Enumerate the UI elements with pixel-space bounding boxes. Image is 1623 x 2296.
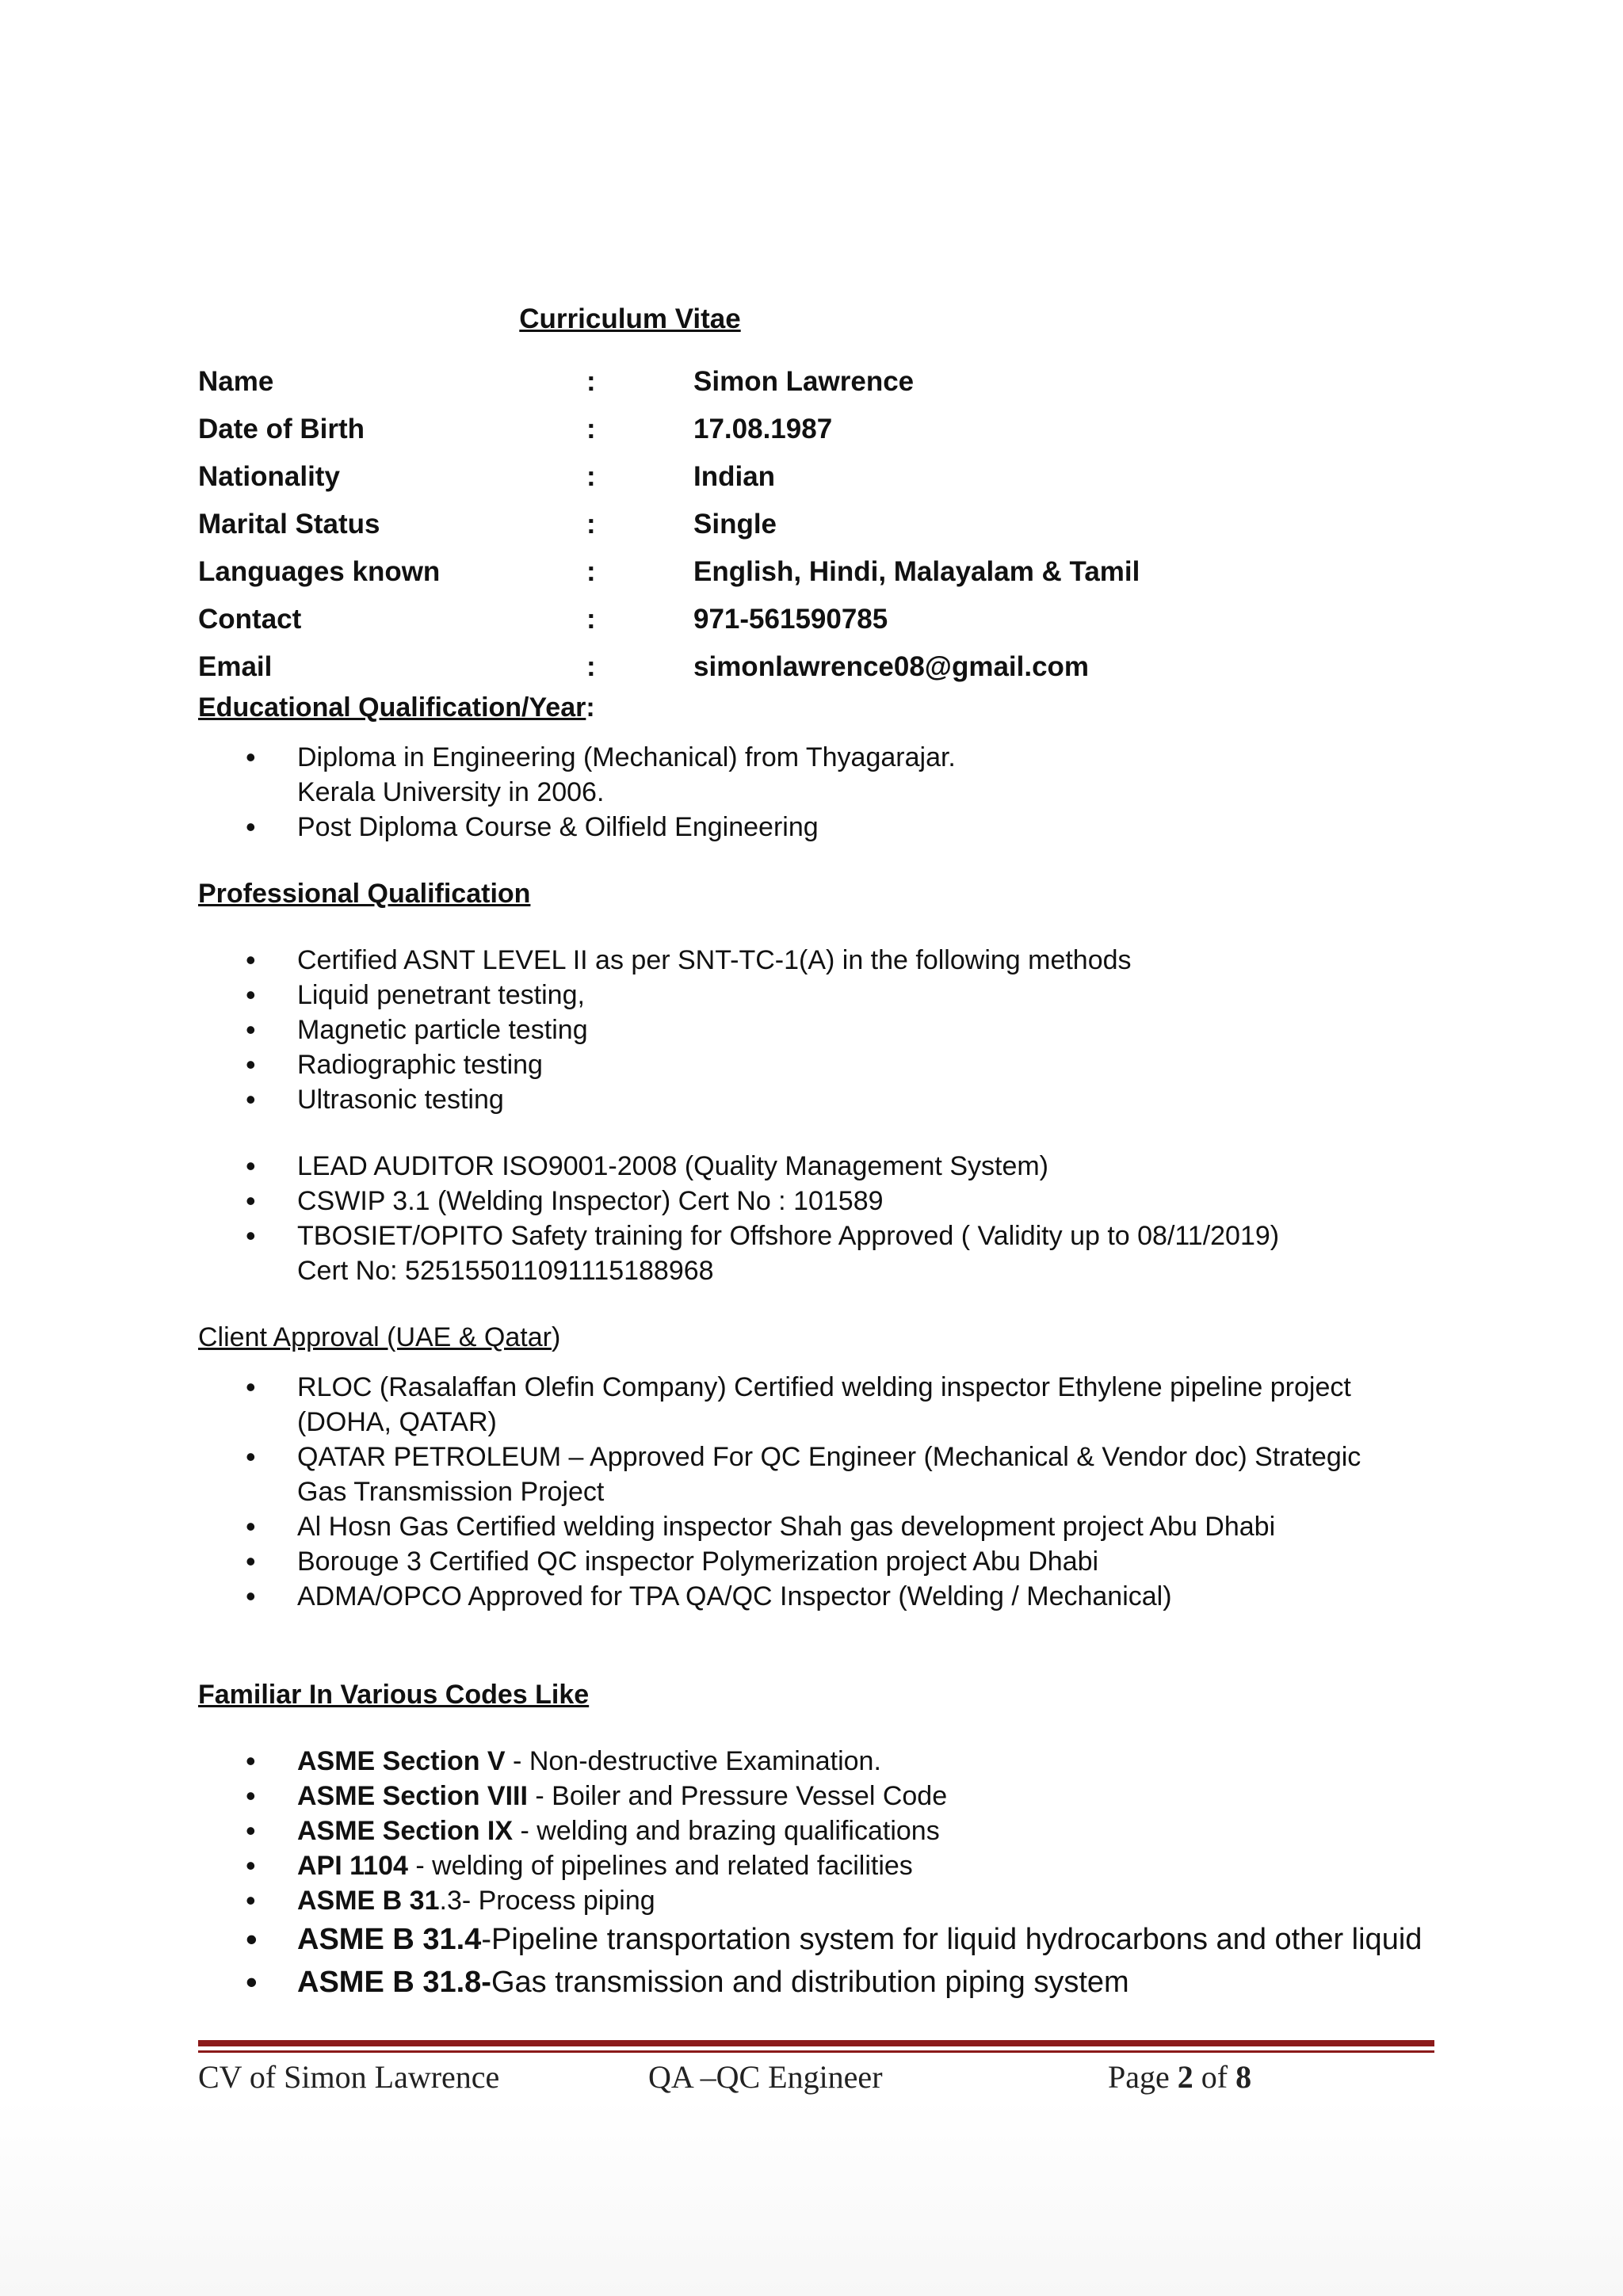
info-value: Single xyxy=(693,508,777,540)
document-title: Curriculum Vitae xyxy=(519,303,741,334)
codes-list xyxy=(198,1744,1434,1918)
list-item xyxy=(198,1883,1434,1918)
info-value: Indian xyxy=(693,460,776,492)
code-description: - welding of pipelines and related facilities xyxy=(407,1851,913,1881)
client-approval-list xyxy=(198,1370,1434,1614)
list-item: • Radiographic testing xyxy=(198,1047,1434,1082)
info-row-languages xyxy=(198,547,1140,595)
code-name: ASME B 31.8- xyxy=(297,1966,491,1999)
education-heading-colon: : xyxy=(586,692,595,723)
list-item-line: (DOHA, QATAR) xyxy=(297,1407,497,1437)
code-description: - Non-destructive Examination. xyxy=(505,1746,881,1776)
list-item: • Certified ASNT LEVEL II as per SNT-TC-1(A) in the following methods xyxy=(198,943,1434,978)
list-item: • Liquid penetrant testing, xyxy=(198,978,1434,1013)
client-approval-heading xyxy=(198,1320,1434,1356)
list-item: • Magnetic particle testing xyxy=(198,1013,1434,1047)
list-item-line: • CSWIP 3.1 (Welding Inspector) Cert No : 101589 xyxy=(297,1186,884,1216)
code-description: Gas transmission and distribution piping system xyxy=(491,1966,1129,1999)
code-description: .3- Process piping xyxy=(439,1886,655,1916)
client-approval-heading-text: Client Approval (UAE & Qatar xyxy=(198,1322,552,1352)
list-item-line: • TBOSIET/OPITO Safety training for Offshore Approved ( Validity up to 08/11/2019) xyxy=(297,1221,1280,1251)
info-label: Contact xyxy=(198,603,302,635)
info-colon: : xyxy=(586,555,596,587)
info-colon: : xyxy=(586,508,596,540)
list-item-line: Cert No: 525155011091115188968 xyxy=(297,1256,714,1286)
page-current: 2 xyxy=(1177,2059,1193,2095)
list-item-line: • ADMA/OPCO Approved for TPA QA/QC Inspector (Welding / Mechanical) xyxy=(297,1581,1172,1611)
page-footer xyxy=(198,2058,1434,2106)
info-colon: : xyxy=(586,365,596,397)
info-value: 17.08.1987 xyxy=(693,413,833,444)
code-name: ASME Section VIII xyxy=(297,1781,528,1811)
list-item xyxy=(198,1744,1434,1779)
personal-info-table xyxy=(198,357,1140,690)
list-item xyxy=(198,1961,1434,2004)
professional-list-ndt xyxy=(198,943,1434,1117)
codes-list-large xyxy=(198,1918,1434,2004)
code-description: - welding and brazing qualifications xyxy=(513,1816,940,1846)
list-item xyxy=(198,1579,1434,1614)
codes-heading: Familiar In Various Codes Like xyxy=(198,1680,590,1710)
info-label: Marital Status xyxy=(198,508,380,540)
list-item-line: Kerala University in 2006. xyxy=(297,777,605,807)
info-row-contact xyxy=(198,595,1140,643)
info-colon: : xyxy=(586,460,596,492)
footer-rule-thin xyxy=(198,2050,1434,2053)
info-colon: : xyxy=(586,603,596,635)
list-item xyxy=(198,1544,1434,1579)
list-item xyxy=(198,1509,1434,1544)
list-item-line: • QATAR PETROLEUM – Approved For QC Engineer (Mechanical & Vendor doc) Strategic xyxy=(297,1442,1361,1472)
list-item xyxy=(198,1848,1434,1883)
list-item-line: • Al Hosn Gas Certified welding inspector Shah gas development project Abu Dhabi xyxy=(297,1512,1276,1542)
info-label: Date of Birth xyxy=(198,413,365,444)
info-row-dob xyxy=(198,405,1140,452)
footer-role: QA –QC Engineer xyxy=(648,2059,883,2095)
info-label: Languages known xyxy=(198,555,441,587)
info-row-name xyxy=(198,357,1140,405)
list-item xyxy=(198,810,1434,845)
code-name: API 1104 xyxy=(297,1851,408,1881)
list-item xyxy=(198,1779,1434,1814)
list-item xyxy=(198,1370,1434,1440)
list-item-line: Gas Transmission Project xyxy=(297,1477,605,1507)
page-bottom-shade xyxy=(0,2100,1623,2296)
list-item-line: • LEAD AUDITOR ISO9001-2008 (Quality Management System) xyxy=(297,1151,1048,1181)
list-item-line: • Post Diploma Course & Oilfield Engineering xyxy=(297,812,819,842)
code-name: ASME B 31.4 xyxy=(297,1923,482,1956)
info-value: English, Hindi, Malayalam & Tamil xyxy=(693,555,1140,587)
code-description: -Pipeline transportation system for liquid hydrocarbons and other liquid xyxy=(481,1923,1423,1956)
info-value: simonlawrence08@gmail.com xyxy=(693,650,1090,682)
footer-page-number xyxy=(1108,2058,1251,2096)
list-item-line: • RLOC (Rasalaffan Olefin Company) Certified welding inspector Ethylene pipeline project xyxy=(297,1372,1351,1402)
client-approval-heading-suffix: ) xyxy=(551,1322,561,1352)
list-item xyxy=(198,1814,1434,1848)
list-item xyxy=(198,1918,1434,1961)
code-name: ASME Section IX xyxy=(297,1816,514,1846)
page-of: of xyxy=(1193,2059,1236,2095)
code-name: ASME B 31 xyxy=(297,1886,440,1916)
professional-heading: Professional Qualification xyxy=(198,879,531,909)
professional-list-certs xyxy=(198,1149,1434,1288)
list-item xyxy=(198,1219,1434,1288)
list-item xyxy=(198,1184,1434,1219)
info-label: Email xyxy=(198,650,273,682)
education-heading xyxy=(198,690,1434,726)
page-prefix: Page xyxy=(1108,2059,1178,2095)
list-item-line: • Diploma in Engineering (Mechanical) from Thyagarajar. xyxy=(297,742,956,772)
list-item xyxy=(198,740,1434,810)
list-item xyxy=(198,1149,1434,1184)
list-item-line: • Borouge 3 Certified QC inspector Polymerization project Abu Dhabi xyxy=(297,1547,1099,1577)
code-description: - Boiler and Pressure Vessel Code xyxy=(527,1781,948,1811)
info-row-marital-status xyxy=(198,500,1140,547)
education-heading-text: Educational Qualification/Year xyxy=(198,692,586,723)
info-colon: : xyxy=(586,650,596,682)
education-list xyxy=(198,740,1434,845)
info-row-email xyxy=(198,643,1140,690)
info-colon: : xyxy=(586,413,596,444)
info-value: 971-561590785 xyxy=(693,603,888,635)
info-label: Name xyxy=(198,365,274,397)
cv-content xyxy=(198,301,1434,2004)
page-total: 8 xyxy=(1235,2059,1252,2095)
info-row-nationality xyxy=(198,452,1140,500)
list-item: • Ultrasonic testing xyxy=(198,1082,1434,1117)
list-item xyxy=(198,1440,1434,1509)
info-value: Simon Lawrence xyxy=(693,365,915,397)
code-name: ASME Section V xyxy=(297,1746,506,1776)
info-label: Nationality xyxy=(198,460,340,492)
footer-rule-thick xyxy=(198,2040,1434,2046)
footer-author: CV of Simon Lawrence xyxy=(198,2059,500,2095)
